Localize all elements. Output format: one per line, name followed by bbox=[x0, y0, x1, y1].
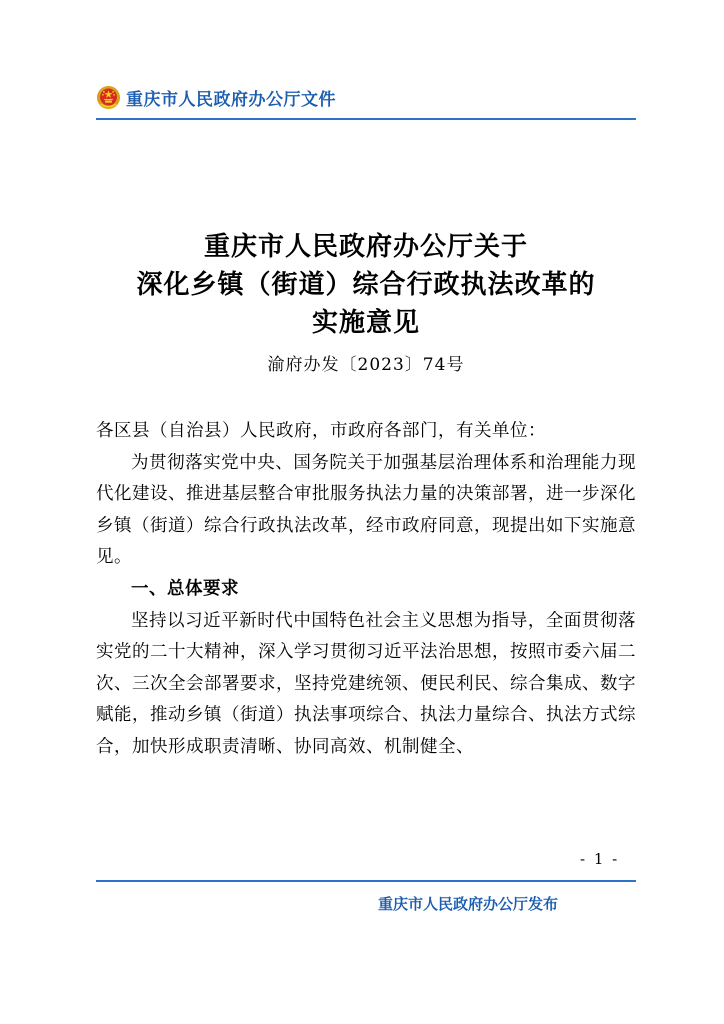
national-emblem-icon bbox=[96, 85, 121, 110]
salutation: 各区县（自治县）人民政府，市政府各部门，有关单位： bbox=[96, 421, 546, 441]
section-paragraph: 坚持以习近平新时代中国特色社会主义思想为指导，全面贯彻落实党的二十大精神，深入学习贯彻习近平法治思想，按照市委六届二次、三次全会部署要求，坚持党建统领、便民利民、综合集成、数字赋能，推动乡镇（街道）执法事项综合、执法力量综合、执法方式综合，加快形成职责清晰、协同高效、机制健全、 bbox=[96, 610, 636, 757]
section-heading: 一、总体要求 bbox=[131, 578, 239, 599]
header-title: 重庆市人民政府办公厅文件 bbox=[126, 89, 336, 110]
intro-paragraph: 为贯彻落实党中央、国务院关于加强基层治理体系和治理能力现代化建设、推进基层整合审批服务执法力量的决策部署，进一步深化乡镇（街道）综合行政执法改革，经市政府同意，现提出如下实施意见。 bbox=[96, 452, 636, 568]
footer-divider bbox=[96, 880, 636, 882]
document-title-line: 深化乡镇（街道）综合行政执法改革的 bbox=[136, 270, 596, 300]
document-header bbox=[96, 82, 636, 112]
page-number: - 1 - bbox=[580, 850, 620, 868]
document-body bbox=[96, 416, 636, 764]
footer-publisher: 重庆市人民政府办公厅发布 bbox=[378, 895, 559, 913]
document-number: 渝府办发〔2023〕74号 bbox=[267, 355, 465, 375]
document-title-block bbox=[96, 228, 636, 375]
document-title-line: 实施意见 bbox=[311, 308, 420, 338]
document-title-line: 重庆市人民政府办公厅关于 bbox=[203, 232, 528, 262]
header-divider bbox=[96, 118, 636, 120]
